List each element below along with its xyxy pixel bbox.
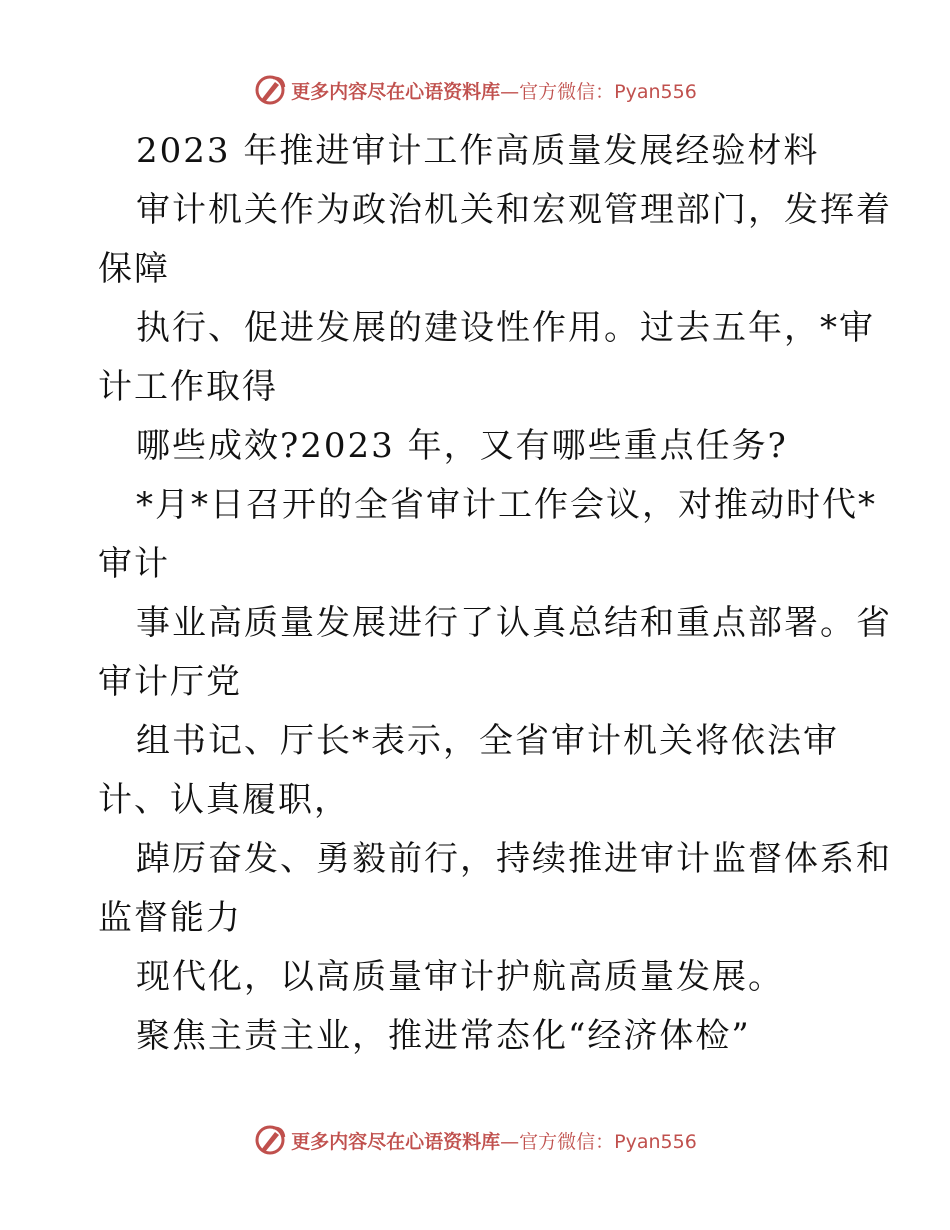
footer-watermark	[0, 1120, 950, 1160]
doc-line: 聚焦主责主业，推进常态化“经济体检”	[136, 1016, 751, 1056]
document-body	[98, 122, 892, 1066]
doc-title: 2023 年推进审计工作高质量发展经验材料	[136, 131, 820, 171]
doc-line: 审计厅党	[98, 662, 242, 702]
doc-line: 计、认真履职，	[98, 780, 350, 820]
watermark-text: 更多内容尽在心语资料库	[291, 80, 501, 103]
doc-line: 计工作取得	[98, 367, 278, 407]
watermark-wechat: —官方微信：Pyan556	[500, 80, 697, 103]
doc-line: 事业高质量发展进行了认真总结和重点部署。省	[136, 603, 892, 643]
doc-line: 审计	[98, 544, 170, 584]
doc-line: 执行、促进发展的建设性作用。过去五年，*审	[136, 308, 875, 348]
watermark-wechat: —官方微信：Pyan556	[500, 1130, 697, 1153]
doc-line: 保障	[98, 249, 170, 289]
doc-line: 审计机关作为政治机关和宏观管理部门，发挥着	[136, 190, 892, 230]
doc-line: 哪些成效?2023 年，又有哪些重点任务?	[136, 426, 788, 466]
header-watermark	[0, 70, 950, 110]
doc-line: 踔厉奋发、勇毅前行，持续推进审计监督体系和	[136, 839, 892, 879]
pen-logo-icon	[253, 73, 287, 107]
doc-line: *月*日召开的全省审计工作会议，对推动时代*	[136, 485, 877, 525]
pen-logo-icon	[253, 1123, 287, 1157]
watermark-text: 更多内容尽在心语资料库	[291, 1130, 501, 1153]
doc-line: 监督能力	[98, 898, 242, 938]
doc-line: 组书记、厅长*表示，全省审计机关将依法审	[136, 721, 839, 761]
doc-line: 现代化，以高质量审计护航高质量发展。	[136, 957, 784, 997]
